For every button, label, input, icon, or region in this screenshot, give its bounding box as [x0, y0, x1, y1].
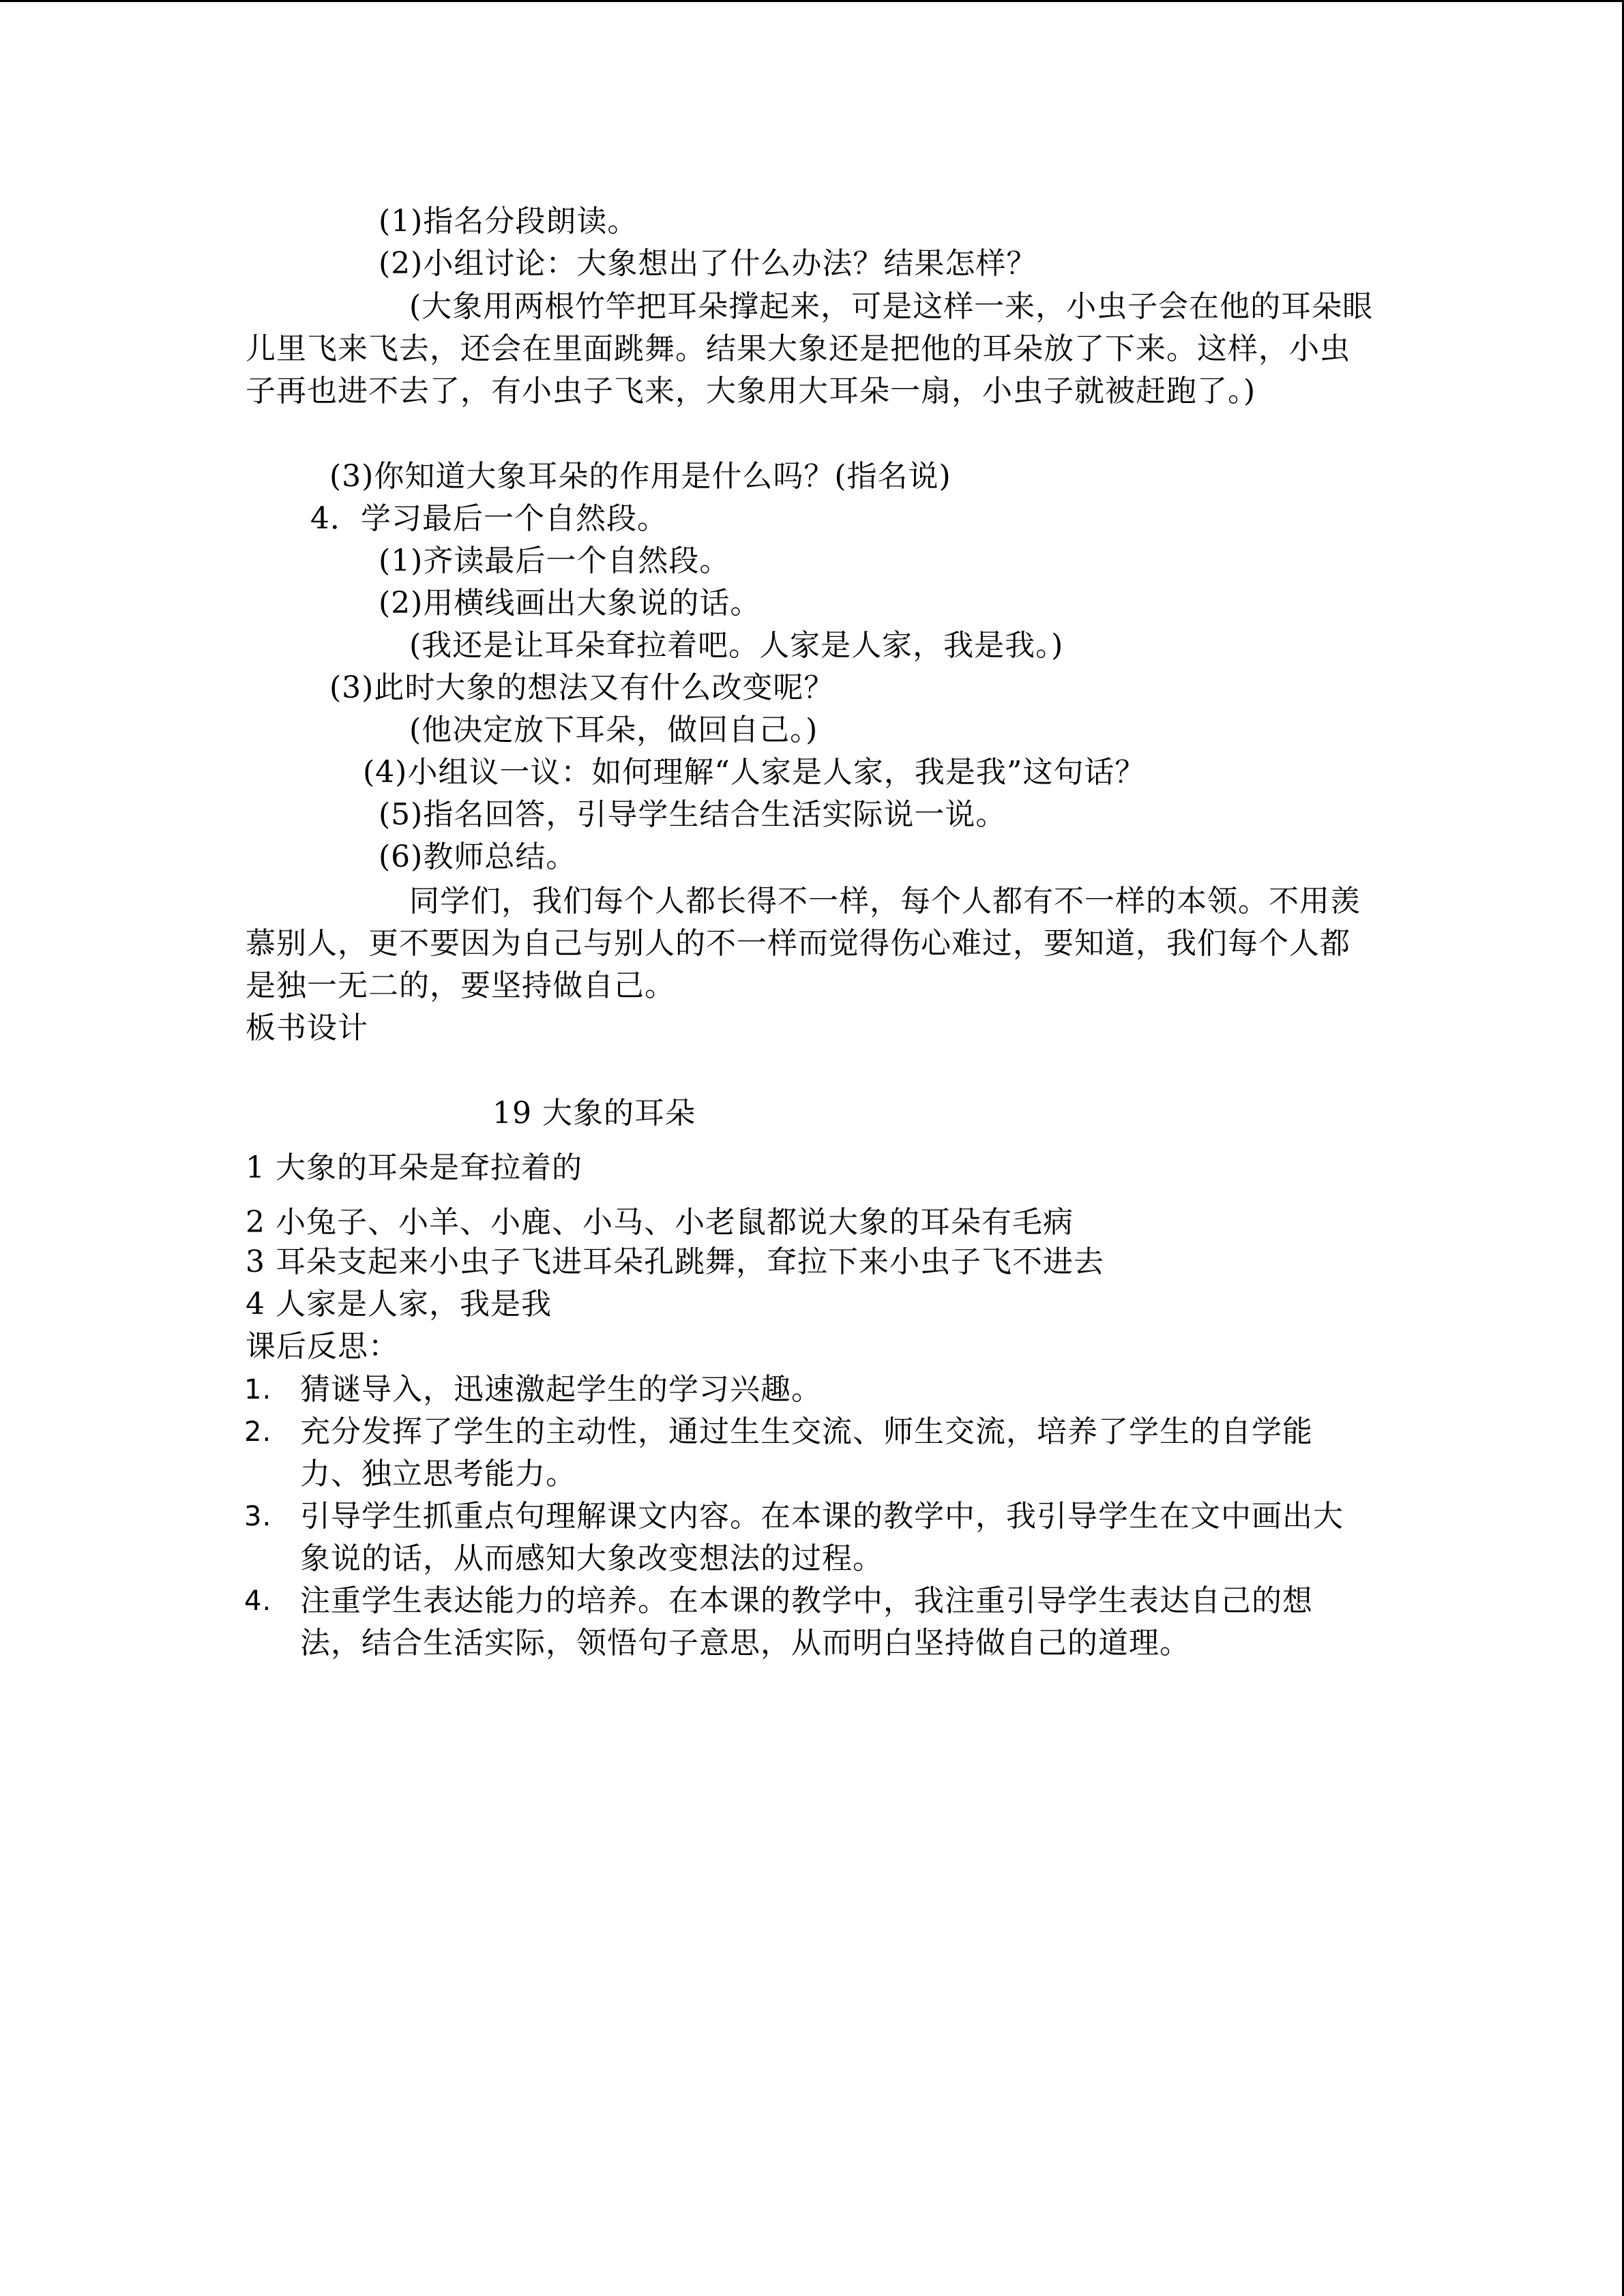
step-3-change-of-mind: (3)此时大象的想法又有什么改变呢？ [329, 670, 835, 705]
board-design-heading: 板书设计 [246, 1011, 368, 1045]
step-5-answer: (5)指名回答，引导学生结合生活实际说一说。 [379, 797, 1007, 832]
step-2-group-discussion: (2)小组讨论：大象想出了什么办法？结果怎样？ [379, 246, 1037, 281]
reflection-item-marker: 4. [244, 1585, 272, 1617]
reflection-item-marker: 2. [244, 1416, 272, 1448]
step-2-underline: (2)用横线画出大象说的话。 [379, 586, 761, 621]
reflection-item-text: 充分发挥了学生的主动性，通过生生交流、师生交流，培养了学生的自学能力、独立思考能力。 [300, 1414, 1313, 1491]
step-6-teacher-summary: (6)教师总结。 [379, 839, 577, 874]
summary-paragraph: 同学们，我们每个人都长得不一样，每个人都有不一样的本领。不用羡慕别人，更不要因为自己与别人的不一样而觉得伤心难过，要知道，我们每个人都是独一无二的，要坚持做自己。 [246, 884, 1361, 1003]
step-4-group-talk: (4)小组议一议：如何理解“人家是人家，我是我”这句话？ [363, 755, 1146, 790]
board-item-2: 2 小兔子、小羊、小鹿、小马、小老鼠都说大象的耳朵有毛病 [246, 1205, 1074, 1240]
answer-paragraph-elephant-bamboo: (大象用两根竹竿把耳朵撑起来，可是这样一来，小虫子会在他的耳朵眼儿里飞来飞去，还会在里面跳舞。结果大象还是把他的耳朵放了下来。这样，小虫子再也进不去了，有小虫子飞来，大象用大耳朵一扇，小虫子就被赶跑了。) [246, 289, 1374, 408]
quote-elephant-words: (我还是让耳朵耷拉着吧。人家是人家，我是我。) [409, 628, 1064, 663]
board-item-4: 4 人家是人家，我是我 [246, 1287, 552, 1322]
reflection-item-4 [244, 1580, 1370, 1665]
reflection-item-2 [244, 1411, 1370, 1495]
reflection-item-text: 引导学生抓重点句理解课文内容。在本课的教学中，我引导学生在文中画出大象说的话，从而感知大象改变想法的过程。 [300, 1499, 1344, 1576]
step-1-read-aloud: (1)指名分段朗读。 [379, 204, 638, 239]
reflection-item-1 [244, 1369, 1370, 1411]
reflection-heading: 课后反思： [246, 1329, 399, 1364]
reflection-item-marker: 1. [244, 1374, 272, 1405]
section-4-last-paragraph: 4．学习最后一个自然段。 [310, 501, 668, 536]
answer-be-yourself: (他决定放下耳朵，做回自己。) [409, 713, 818, 747]
board-item-1: 1 大象的耳朵是耷拉着的 [246, 1150, 582, 1185]
reflection-item-3 [244, 1495, 1370, 1580]
board-item-3: 3 耳朵支起来小虫子飞进耳朵孔跳舞，耷拉下来小虫子飞不进去 [246, 1244, 1104, 1279]
reflection-item-marker: 3. [244, 1501, 272, 1532]
step-1-read-together: (1)齐读最后一个自然段。 [379, 543, 730, 578]
board-title: 19 大象的耳朵 [492, 1096, 696, 1131]
reflection-item-text: 注重学生表达能力的培养。在本课的教学中，我注重引导学生表达自己的想法，结合生活实际，领悟句子意思，从而明白坚持做自己的道理。 [300, 1583, 1313, 1660]
reflection-item-text: 猜谜导入，迅速激起学生的学习兴趣。 [300, 1372, 822, 1407]
step-3-ear-function: (3)你知道大象耳朵的作用是什么吗？(指名说) [329, 459, 951, 494]
